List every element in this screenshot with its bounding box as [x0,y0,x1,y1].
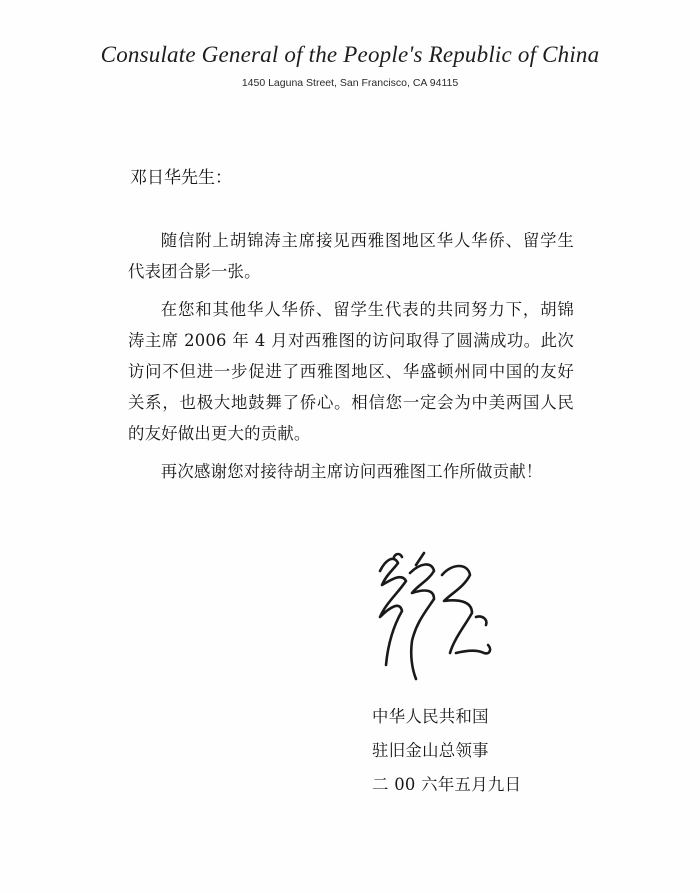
sender-block [372,700,521,802]
handwritten-signature [372,545,507,685]
body-paragraph: 在您和其他华人华侨、留学生代表的共同努力下，胡锦涛主席 2006 年 4 月对西雅图的访问取得了圆满成功。此次访问不但进一步促进了西雅图地区、华盛顿州同中国的友好关系，也极大地鼓舞了侨心。相信您一定会为中美两国人民的友好做出更大的贡献。 [128,300,574,443]
body-paragraph: 随信附上胡锦涛主席接见西雅图地区华人华侨、留学生代表团合影一张。 [128,231,574,281]
letterhead-address: 1450 Laguna Street, San Francisco, CA 94115 [241,77,459,89]
letter-body [128,225,574,494]
letter-date: 二 00 六年五月九日 [372,775,522,794]
sender-title: 驻旧金山总领事 [372,741,489,760]
sender-country: 中华人民共和国 [372,707,489,726]
letterhead-title: Consulate General of the People's Republic of China [100,42,600,67]
body-paragraph: 再次感谢您对接待胡主席访问西雅图工作所做贡献！ [160,462,543,481]
salutation: 邓日华先生： [130,168,232,188]
